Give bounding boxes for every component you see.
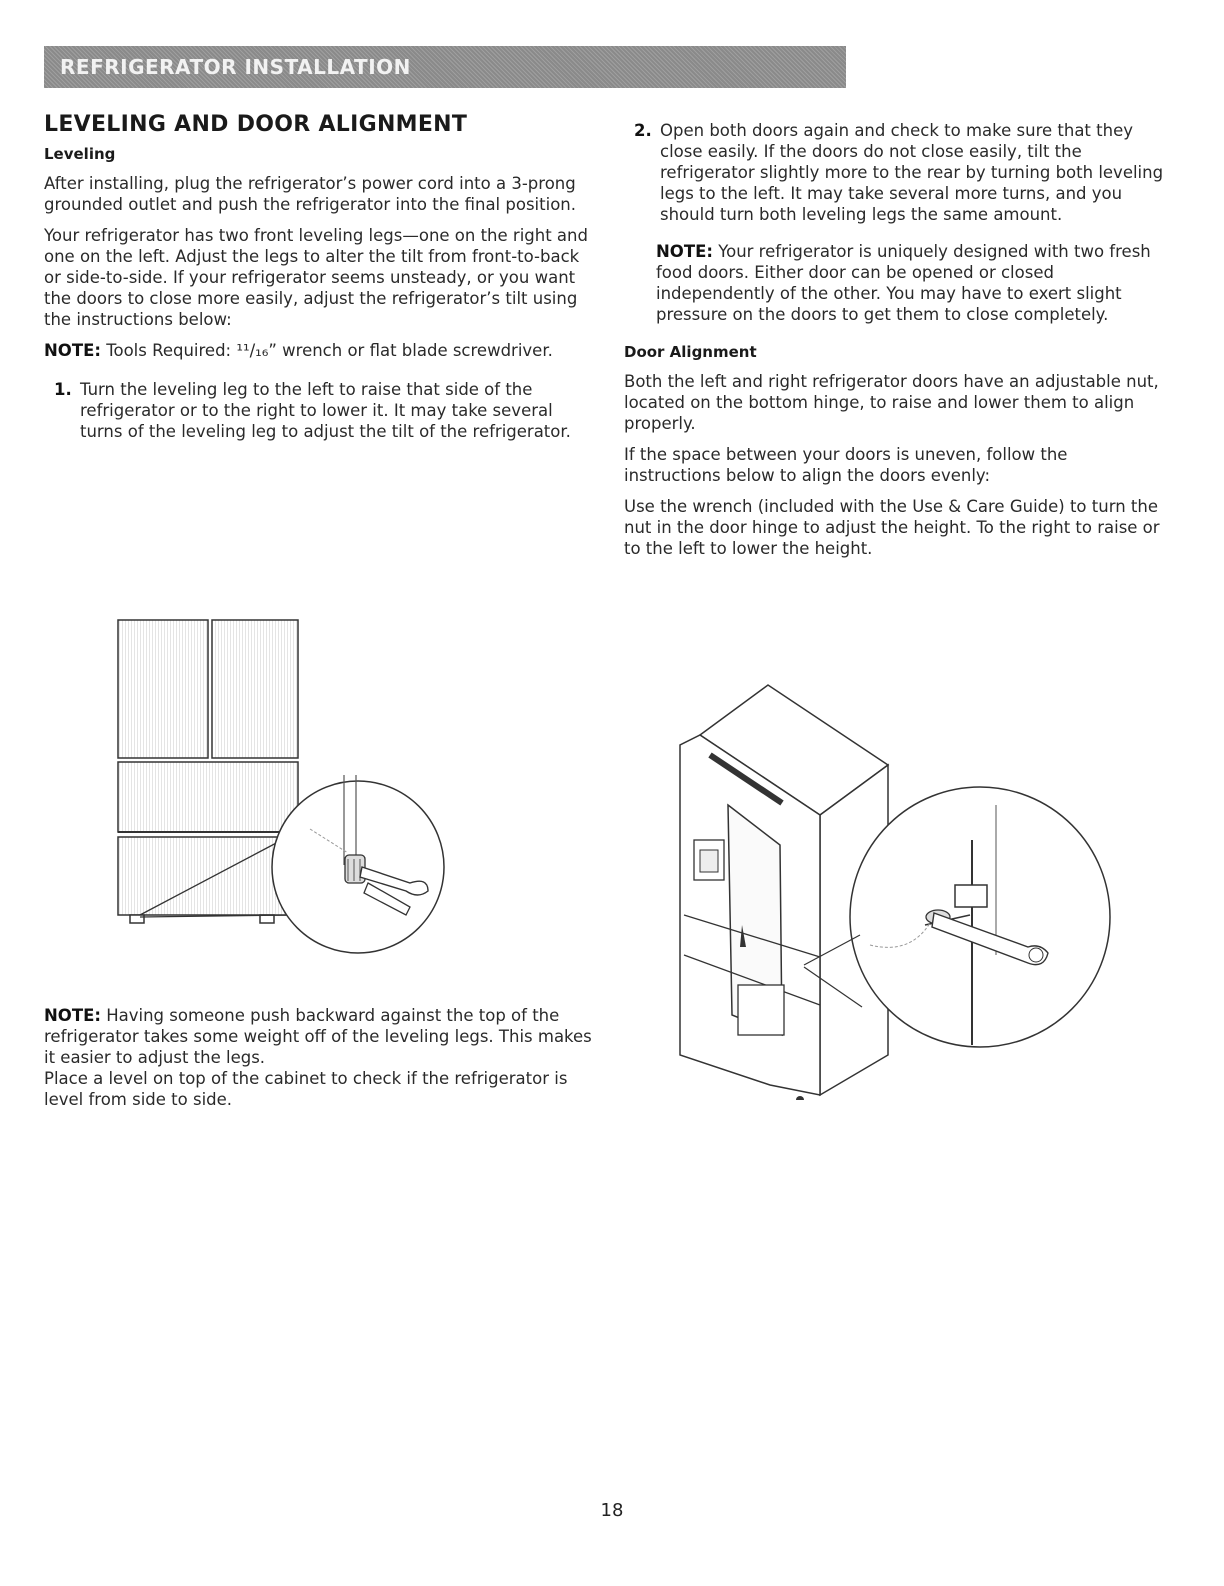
wrench-instructions: Use the wrench (included with the Use & Care Guide) to turn the nut in the door hinge to adjust the height. To the right to raise or to the left to lower the height. xyxy=(624,497,1160,558)
tools-note xyxy=(44,340,600,361)
banner-title: REFRIGERATOR INSTALLATION xyxy=(60,55,411,79)
uneven-doors-paragraph: If the space between your doors is uneven, follow the instructions below to align the doors evenly: xyxy=(624,445,1068,485)
note-text: Tools Required: ¹¹/₁₆” wrench or flat blade screwdriver. xyxy=(106,341,553,360)
step-text: Turn the leveling leg to the left to raise that side of the refrigerator or to the right to lower it. It may take several turns of the leveling leg to adjust the tilt of the refrigerator. xyxy=(80,380,571,441)
note-text: Your refrigerator is uniquely designed with two fresh food doors. Either door can be opened or closed independently of the other. You may have to exert slight pressure on the doors to get them to close completely. xyxy=(656,242,1151,324)
page-number: 18 xyxy=(600,1500,624,1521)
door-hinge-illustration xyxy=(670,655,1160,1100)
step-text: Open both doors again and check to make sure that they close easily. If the doors do not close easily, tilt the refrigerator slightly more to the rear by turning both leveling legs to the left. It may take several more turns, and you should turn both leveling legs the same amount. xyxy=(660,121,1164,224)
step-number: 1. xyxy=(54,380,72,399)
left-column xyxy=(44,112,600,452)
right-leg xyxy=(260,915,274,923)
step-1 xyxy=(44,379,600,442)
step-2 xyxy=(624,120,1164,225)
hinge-detail-circle xyxy=(850,787,1110,1047)
leveling-intro: After installing, plug the refrigerator’s power cord into a 3-prong grounded outlet and push the refrigerator into the final position. xyxy=(44,174,576,214)
section-banner xyxy=(44,46,846,88)
right-column xyxy=(624,120,1164,569)
leveling-legs-paragraph: Your refrigerator has two front leveling legs—one on the right and one on the left. Adjust the legs to alter the tilt from front-to-back or side-to-side. If your refrigerator seems unsteady, or you want the doors to close more easily, adjust the refrigerator’s tilt using the instructions below: xyxy=(44,226,588,329)
note-label: NOTE: xyxy=(44,1006,101,1025)
section-title: LEVELING AND DOOR ALIGNMENT xyxy=(44,112,468,137)
note-label: NOTE: xyxy=(656,242,713,261)
left-leg xyxy=(130,915,144,923)
fridge-front xyxy=(118,620,298,915)
hinge-bracket xyxy=(955,885,987,907)
note-label: NOTE: xyxy=(44,341,101,360)
left-bottom-notes xyxy=(44,1005,600,1120)
door-alignment-subhead: Door Alignment xyxy=(624,343,757,361)
step-number: 2. xyxy=(634,121,652,140)
leveling-subhead: Leveling xyxy=(44,145,116,163)
note-text: Having someone push backward against the top of the refrigerator takes some weight off of the leveling legs. This makes it easier to adjust the legs. xyxy=(44,1006,592,1067)
doors-note xyxy=(624,241,1164,325)
leveling-leg-illustration xyxy=(110,615,450,985)
push-note xyxy=(44,1005,600,1068)
level-paragraph: Place a level on top of the cabinet to check if the refrigerator is level from side to side. xyxy=(44,1069,568,1109)
door-alignment-intro: Both the left and right refrigerator doors have an adjustable nut, located on the bottom hinge, to raise and lower them to align properly. xyxy=(624,372,1159,433)
